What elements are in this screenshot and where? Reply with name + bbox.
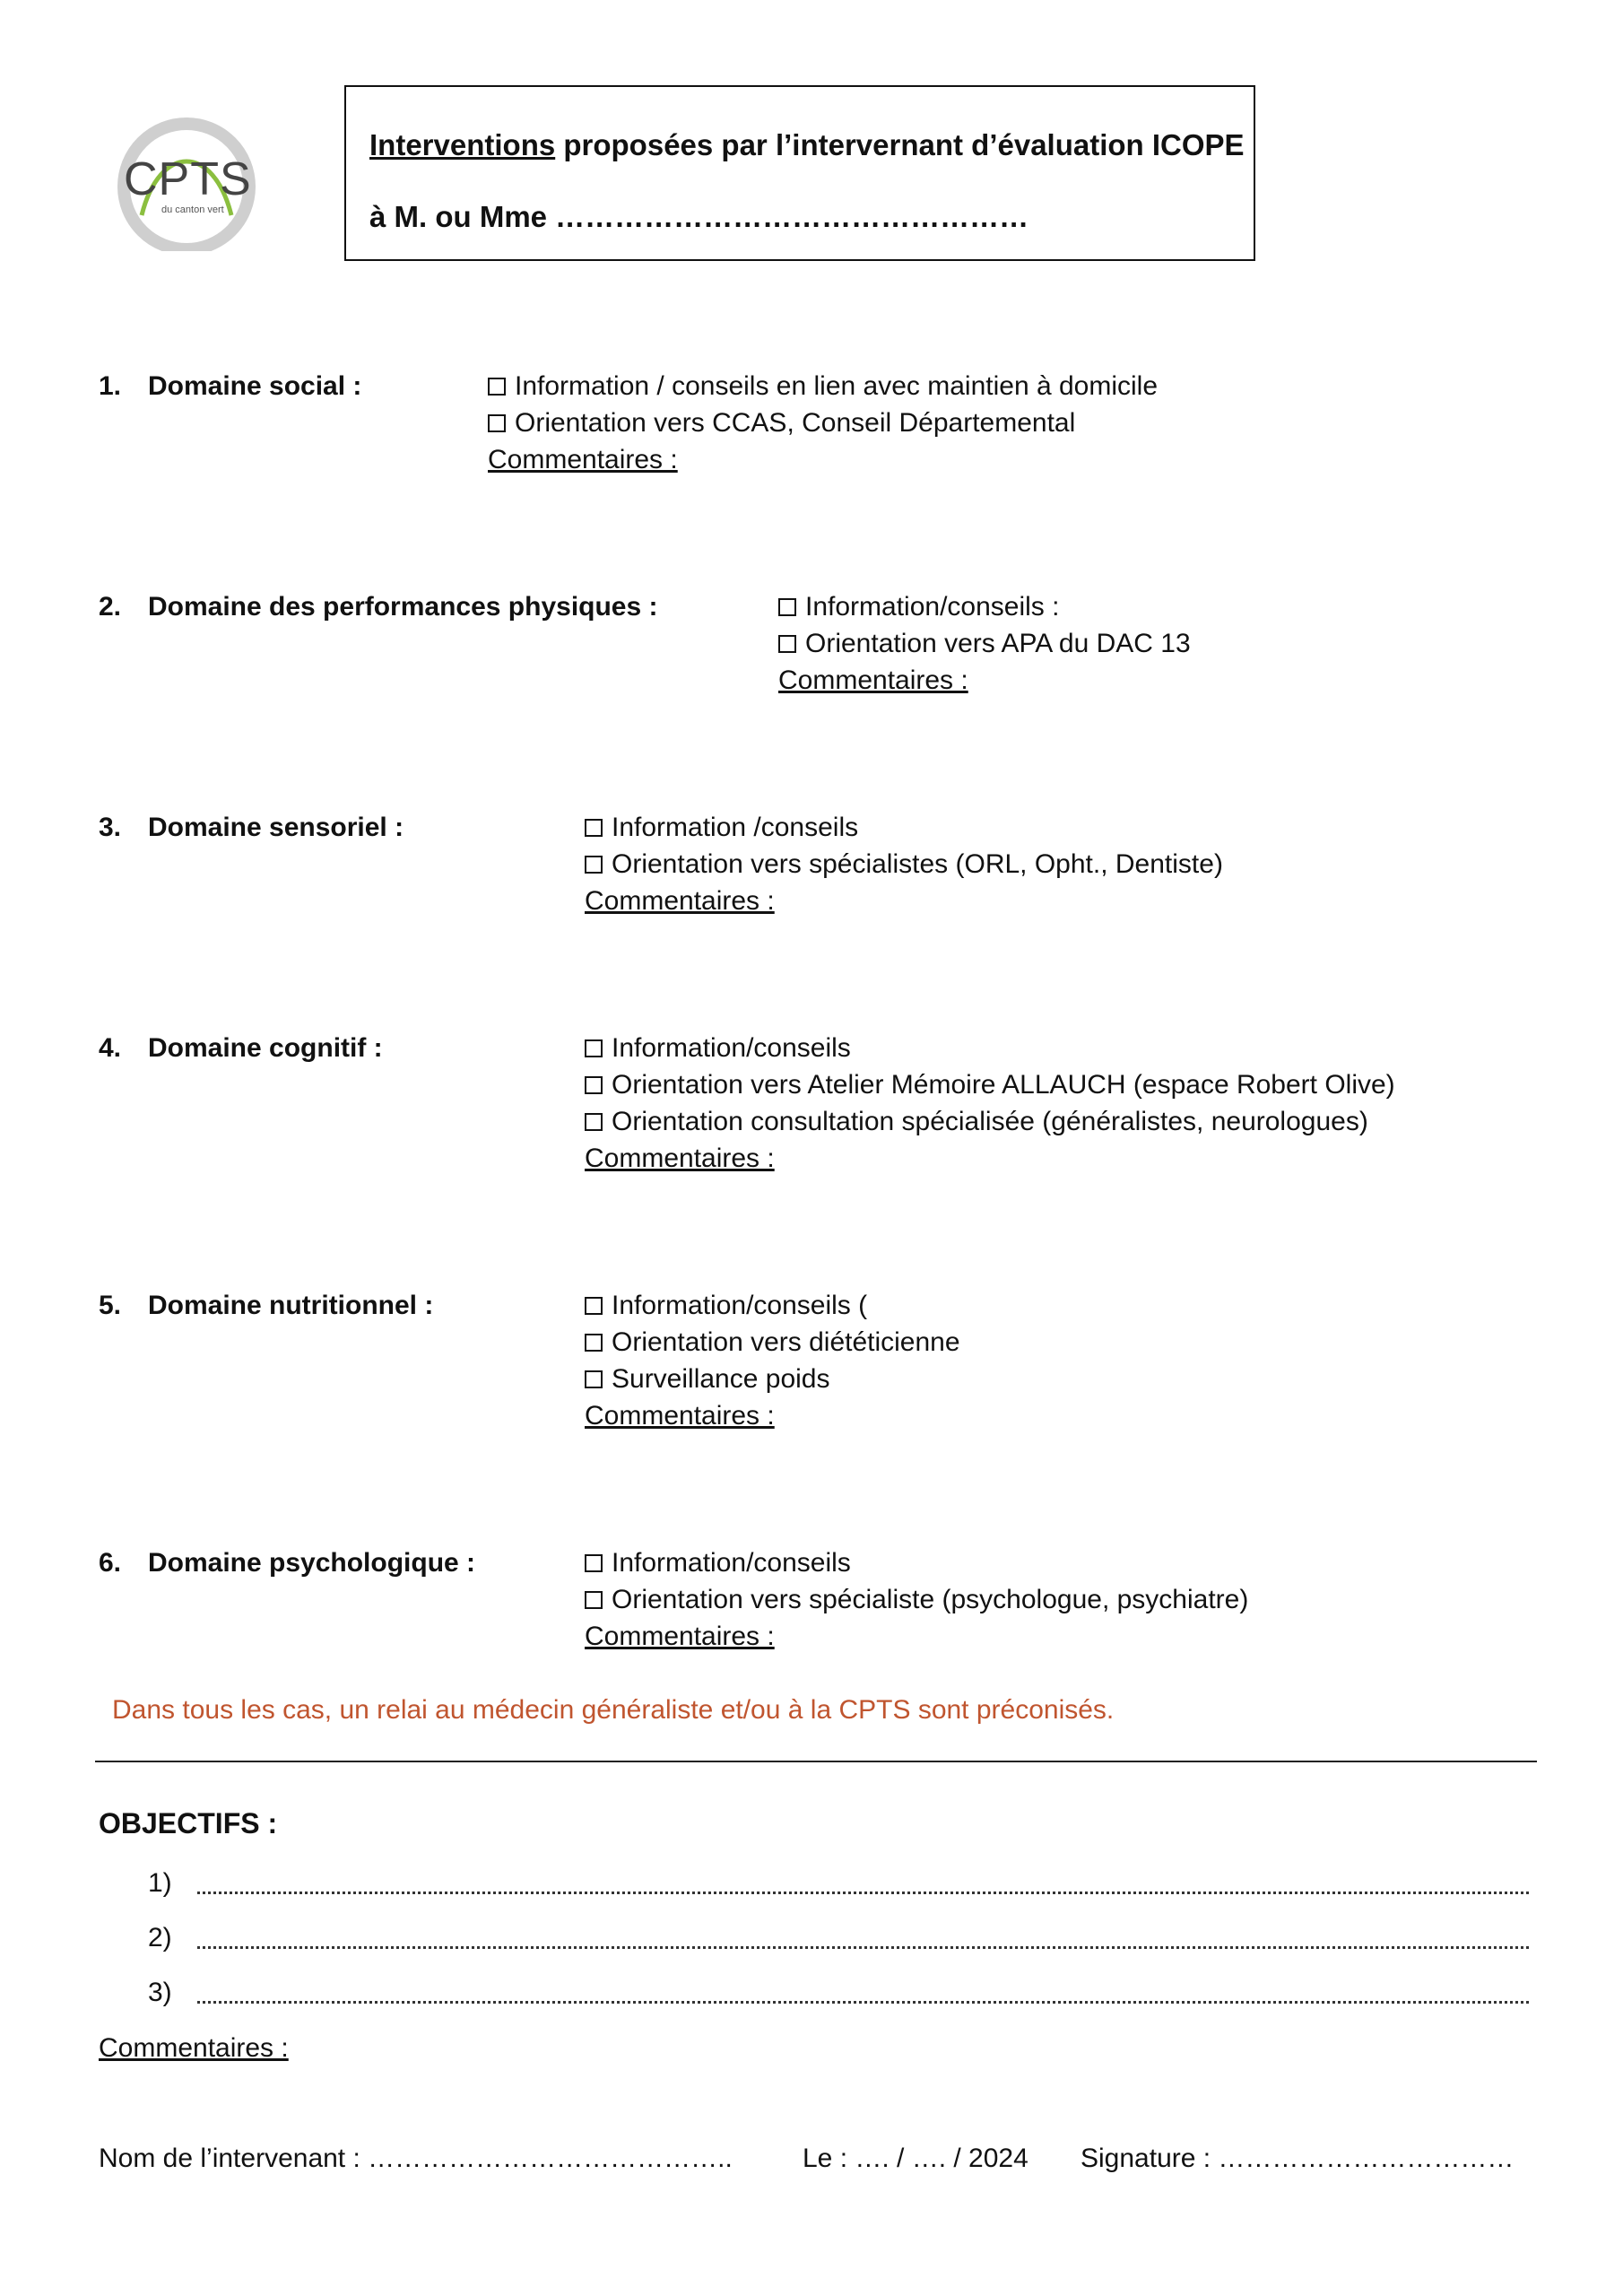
- option-item[interactable]: Information / conseils en lien avec maintien à domicile: [488, 368, 1158, 404]
- checkbox[interactable]: [585, 1334, 603, 1352]
- domain-label: Domaine nutritionnel :: [148, 1291, 434, 1320]
- domain-number: 1.: [99, 371, 122, 401]
- recommendation-note: Dans tous les cas, un relai au médecin généraliste et/ou à la CPTS sont préconisés.: [112, 1695, 1115, 1725]
- signature-field[interactable]: Signature : ……………………………: [1081, 2144, 1515, 2173]
- checkbox[interactable]: [585, 1591, 603, 1609]
- option-item[interactable]: Orientation vers APA du DAC 13: [778, 625, 1191, 662]
- checkbox[interactable]: [585, 1039, 603, 1057]
- option-item[interactable]: Surveillance poids: [585, 1361, 960, 1397]
- option-item[interactable]: Information/conseils (: [585, 1287, 960, 1324]
- checkbox[interactable]: [585, 1297, 603, 1315]
- header-recipient: à M. ou Mme …………………………………………: [369, 200, 1029, 233]
- logo-text: CPTS: [124, 153, 252, 205]
- domain-options: [585, 809, 1223, 919]
- objective-line[interactable]: 2): [148, 1923, 1529, 1953]
- dotted-line[interactable]: [197, 1930, 1529, 1949]
- option-item[interactable]: Orientation vers CCAS, Conseil Départemental: [488, 404, 1158, 441]
- domain-number: 3.: [99, 813, 122, 842]
- comment-label: Commentaires :: [585, 1401, 775, 1431]
- date-field[interactable]: Le : …. / …. / 2024: [803, 2144, 1028, 2173]
- header-box: [344, 85, 1255, 261]
- comment-label: Commentaires :: [585, 1622, 775, 1651]
- domain-label: Domaine psychologique :: [148, 1548, 476, 1578]
- checkbox[interactable]: [585, 1370, 603, 1388]
- option-item[interactable]: Orientation vers spécialiste (psychologue, psychiatre): [585, 1581, 1248, 1618]
- dotted-line[interactable]: [197, 1875, 1529, 1894]
- comment-label: Commentaires :: [488, 445, 678, 474]
- domain-number: 6.: [99, 1548, 122, 1578]
- comment-label: Commentaires :: [585, 1144, 775, 1173]
- option-item[interactable]: Information /conseils: [585, 809, 1223, 846]
- checkbox[interactable]: [778, 598, 796, 616]
- divider: [95, 1761, 1537, 1762]
- option-item[interactable]: Information/conseils :: [778, 588, 1191, 625]
- objectifs-comment-label: Commentaires :: [99, 2033, 289, 2063]
- domain-number: 4.: [99, 1033, 122, 1063]
- logo-subtitle: du canton vert: [161, 204, 224, 215]
- objectifs-title: OBJECTIFS :: [99, 1807, 278, 1839]
- option-item[interactable]: Information/conseils: [585, 1030, 1395, 1066]
- checkbox[interactable]: [778, 635, 796, 653]
- checkbox[interactable]: [488, 378, 506, 396]
- intervenant-field[interactable]: Nom de l’intervenant : …………………………………..: [99, 2144, 733, 2173]
- option-item[interactable]: Orientation vers Atelier Mémoire ALLAUCH (espace Robert Olive): [585, 1066, 1395, 1103]
- objective-line[interactable]: 3): [148, 1978, 1529, 2008]
- checkbox[interactable]: [585, 1554, 603, 1572]
- header-title: Interventions proposées par l’intervernant d’évaluation ICOPE: [369, 128, 1245, 161]
- domain-label: Domaine cognitif :: [148, 1033, 383, 1063]
- domain-number: 2.: [99, 592, 122, 622]
- domain-label: Domaine sensoriel :: [148, 813, 404, 842]
- checkbox[interactable]: [585, 819, 603, 837]
- domain-number: 5.: [99, 1291, 122, 1320]
- option-item[interactable]: Orientation vers diététicienne: [585, 1324, 960, 1361]
- comment-label: Commentaires :: [585, 886, 775, 916]
- domain-options: [488, 368, 1158, 478]
- domain-label: Domaine des performances physiques :: [148, 592, 658, 622]
- comment-label: Commentaires :: [778, 665, 968, 695]
- objective-line[interactable]: 1): [148, 1868, 1529, 1899]
- domain-options: [585, 1287, 960, 1434]
- domain-options: [585, 1544, 1248, 1655]
- domain-options: [778, 588, 1191, 699]
- checkbox[interactable]: [488, 414, 506, 432]
- checkbox[interactable]: [585, 856, 603, 874]
- option-item[interactable]: Information/conseils: [585, 1544, 1248, 1581]
- checkbox[interactable]: [585, 1076, 603, 1094]
- option-item[interactable]: Orientation vers spécialistes (ORL, Opht., Dentiste): [585, 846, 1223, 883]
- domain-label: Domaine social :: [148, 371, 362, 401]
- checkbox[interactable]: [585, 1113, 603, 1131]
- domain-options: [585, 1030, 1395, 1177]
- dotted-line[interactable]: [197, 1985, 1529, 2004]
- option-item[interactable]: Orientation consultation spécialisée (généralistes, neurologues): [585, 1103, 1395, 1140]
